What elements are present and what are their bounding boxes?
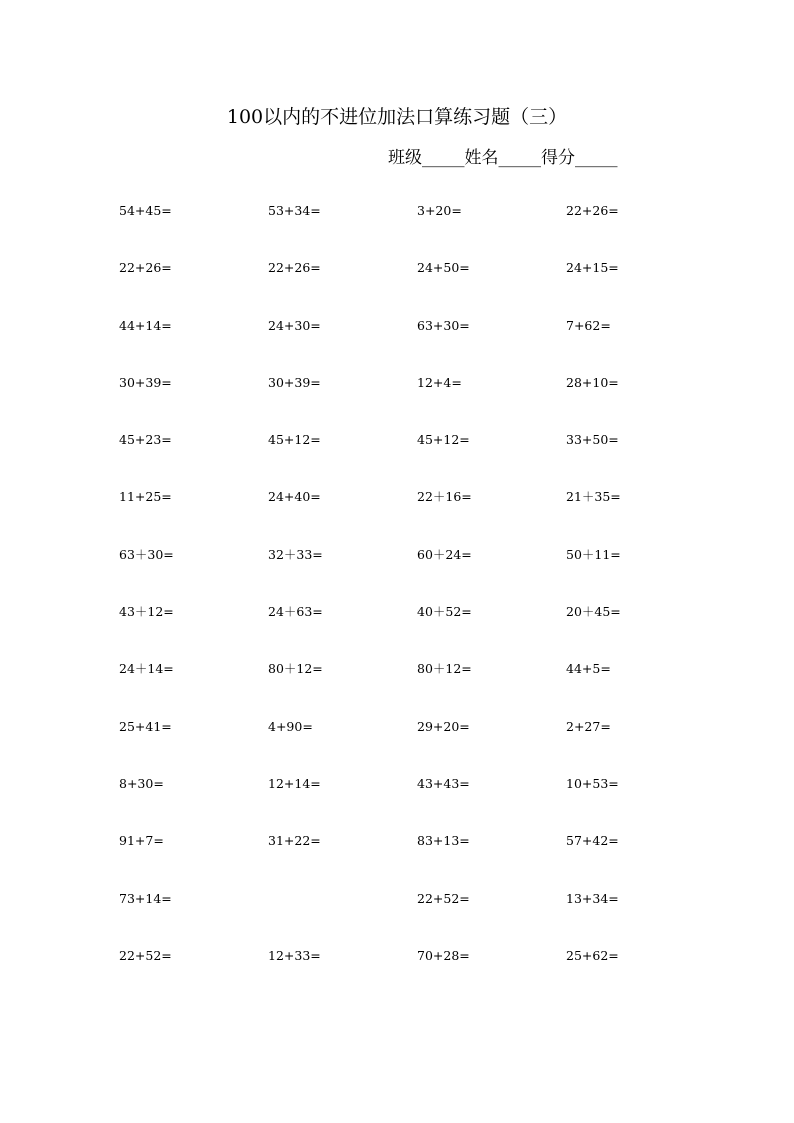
score-blank: _____ [575, 148, 618, 168]
problem-item: 11+25= [119, 489, 172, 505]
problem-item: 24＋63= [268, 604, 323, 620]
problem-item: 80＋12= [268, 661, 323, 677]
problem-item: 73+14= [119, 890, 172, 906]
problem-item: 4+90= [268, 718, 313, 734]
problem-grid [119, 202, 719, 1004]
problem-item: 21＋35= [566, 489, 621, 505]
problem-item: 33+50= [566, 432, 619, 448]
problem-item: 24＋14= [119, 661, 174, 677]
problem-item: 10+53= [566, 775, 619, 791]
problem-item: 63+30= [417, 317, 470, 333]
class-blank: _____ [422, 148, 465, 168]
problem-item: 44+5= [566, 661, 611, 677]
problem-item-empty [268, 890, 417, 947]
problem-item: 8+30= [119, 775, 164, 791]
problem-item: 43＋12= [119, 604, 174, 620]
page-title: 100以内的不进位加法口算练习题（三） [226, 106, 568, 128]
problem-item: 22+26= [268, 260, 321, 276]
problem-item: 25+62= [566, 947, 619, 963]
problem-item: 24+40= [268, 489, 321, 505]
problem-item: 7+62= [566, 317, 611, 333]
problem-item: 29+20= [417, 718, 470, 734]
problem-item: 45+12= [417, 432, 470, 448]
problem-item: 53+34= [268, 203, 321, 218]
problem-item: 22+52= [119, 947, 172, 963]
problem-item: 31+22= [268, 833, 321, 849]
problem-item: 12+4= [417, 374, 462, 390]
problem-item: 60＋24= [417, 546, 472, 562]
problem-item: 13+34= [566, 890, 619, 906]
problem-item: 24+15= [566, 260, 619, 276]
problem-item: 83+13= [417, 833, 470, 849]
problem-item: 57+42= [566, 833, 619, 849]
problem-item: 25+41= [119, 718, 172, 734]
name-blank: _____ [498, 148, 541, 168]
problem-item: 2+27= [566, 718, 611, 734]
problem-item: 32＋33= [268, 546, 323, 562]
problem-item: 63＋30= [119, 546, 174, 562]
problem-item: 22+52= [417, 890, 470, 906]
problem-item: 22+26= [119, 260, 172, 276]
problem-item: 80＋12= [417, 661, 472, 677]
problem-item: 44+14= [119, 317, 172, 333]
student-info-line [388, 146, 618, 170]
score-label: 得分 [541, 148, 575, 168]
problem-item: 24+50= [417, 260, 470, 276]
problem-item: 45+12= [268, 432, 321, 448]
problem-item: 43+43= [417, 775, 470, 791]
problem-item: 45+23= [119, 432, 172, 448]
problem-item: 30+39= [268, 374, 321, 390]
problem-item: 12+14= [268, 775, 321, 791]
problem-item: 12+33= [268, 947, 321, 963]
problem-item: 24+30= [268, 317, 321, 333]
problem-item: 91+7= [119, 833, 164, 849]
problem-item: 20＋45= [566, 604, 621, 620]
class-label: 班级 [388, 148, 422, 168]
problem-item: 40＋52= [417, 604, 472, 620]
problem-item: 30+39= [119, 374, 172, 390]
problem-item: 22＋16= [417, 489, 472, 505]
problem-item: 3+20= [417, 203, 462, 218]
problem-item: 28+10= [566, 374, 619, 390]
problem-item: 70+28= [417, 947, 470, 963]
problem-item: 54+45= [119, 203, 172, 218]
name-label: 姓名 [464, 148, 499, 168]
problem-item: 22+26= [566, 203, 619, 218]
problem-item: 50＋11= [566, 546, 621, 562]
